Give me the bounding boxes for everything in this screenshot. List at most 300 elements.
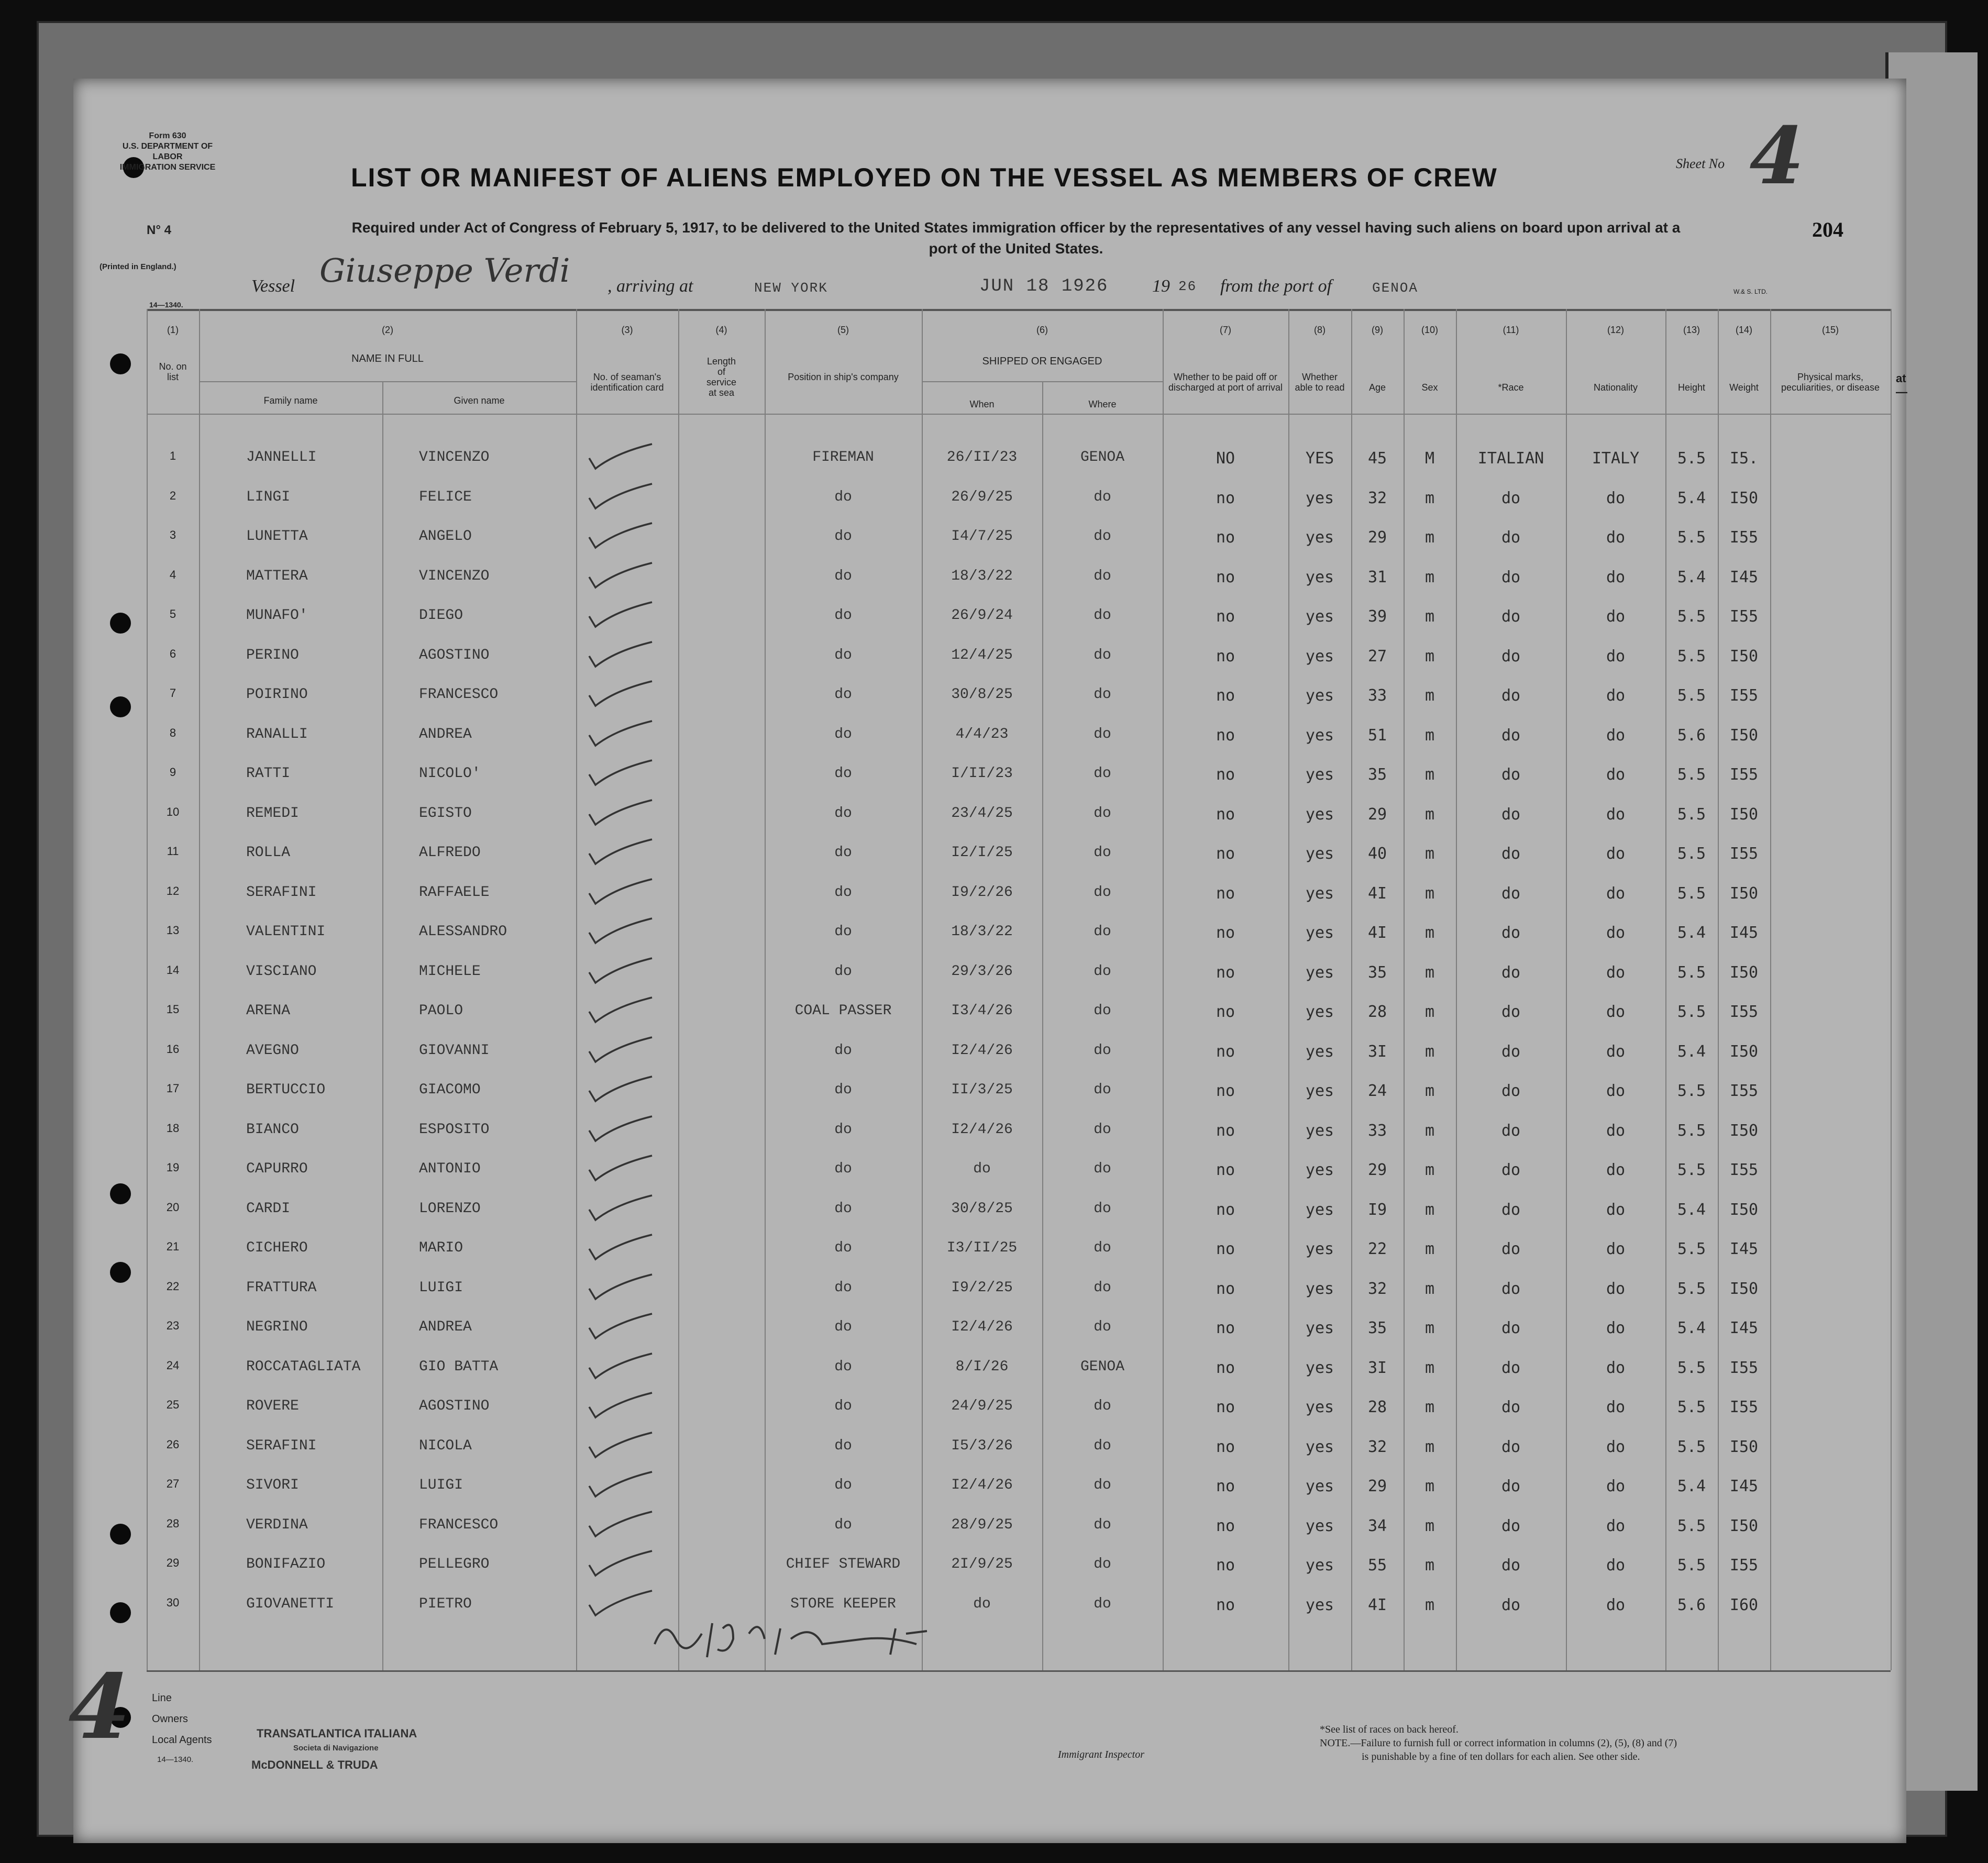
cell-family: MUNAFO' xyxy=(246,607,308,624)
cell-position: do xyxy=(834,489,852,505)
cell-where: do xyxy=(1094,1398,1111,1414)
cell-age: 35 xyxy=(1367,1319,1387,1337)
checkmark-icon xyxy=(584,835,662,867)
cell-when: I4/7/25 xyxy=(951,528,1013,545)
cell-when: 26/II/23 xyxy=(946,449,1018,465)
cell-age: 4I xyxy=(1367,884,1387,903)
inspector-signature xyxy=(644,1607,937,1670)
checkmark-icon xyxy=(584,717,662,748)
cell-no: 7 xyxy=(169,686,176,700)
cell-nationality: do xyxy=(1606,686,1626,705)
cell-race: do xyxy=(1501,766,1521,784)
cell-race: do xyxy=(1501,568,1521,586)
cell-weight: I55 xyxy=(1729,1003,1759,1021)
cell-nationality: ITALY xyxy=(1592,449,1640,468)
cell-read: yes xyxy=(1305,1121,1334,1140)
cell-height: 5.5 xyxy=(1677,884,1706,903)
cell-paid: no xyxy=(1216,1595,1235,1614)
cell-age: 33 xyxy=(1367,686,1387,705)
cell-paid: no xyxy=(1216,528,1235,547)
cell-height: 5.5 xyxy=(1677,805,1706,824)
cell-paid: no xyxy=(1216,1042,1235,1061)
cell-no: 6 xyxy=(169,647,176,660)
cell-where: do xyxy=(1094,805,1111,822)
cell-nationality: do xyxy=(1606,1437,1626,1456)
cell-position: do xyxy=(834,1042,852,1059)
cell-position: do xyxy=(834,1398,852,1414)
cell-paid: no xyxy=(1216,647,1235,666)
cell-read: yes xyxy=(1305,489,1334,507)
checkmark-icon xyxy=(584,756,662,788)
cell-height: 5.5 xyxy=(1677,686,1706,705)
cell-position: do xyxy=(834,1319,852,1335)
cell-height: 5.5 xyxy=(1677,845,1706,863)
cell-height: 5.6 xyxy=(1677,726,1706,745)
cell-race: do xyxy=(1501,726,1521,745)
head-weight: Weight xyxy=(1729,382,1759,393)
cell-race: do xyxy=(1501,607,1521,626)
head-no-on-list: No. on list xyxy=(159,361,187,382)
cell-position: COAL PASSER xyxy=(794,1003,892,1019)
cell-paid: no xyxy=(1216,1477,1235,1495)
cell-where: do xyxy=(1094,1516,1111,1533)
cell-sex: m xyxy=(1424,1161,1435,1179)
cell-given: AGOSTINO xyxy=(419,647,490,663)
cell-race: do xyxy=(1501,1279,1521,1298)
cell-when: I9/2/26 xyxy=(951,884,1013,901)
cell-weight: I50 xyxy=(1729,1437,1759,1456)
cell-when: 30/8/25 xyxy=(951,686,1013,703)
cell-race: do xyxy=(1501,1082,1521,1100)
cell-when: 2I/9/25 xyxy=(951,1556,1013,1572)
year-prefix: 19 xyxy=(1152,276,1170,296)
cell-position: do xyxy=(834,963,852,980)
cell-weight: I55 xyxy=(1729,607,1759,626)
cell-race: do xyxy=(1501,1437,1521,1456)
cell-position: do xyxy=(834,1240,852,1256)
cell-sex: m xyxy=(1424,884,1435,903)
cell-race: do xyxy=(1501,528,1521,547)
cell-height: 5.4 xyxy=(1677,1042,1706,1061)
cell-race: do xyxy=(1501,1556,1521,1574)
cell-no: 19 xyxy=(166,1161,180,1174)
cell-age: 33 xyxy=(1367,1121,1387,1140)
cell-family: POIRINO xyxy=(246,686,308,703)
cell-nationality: do xyxy=(1606,1200,1626,1219)
table-row xyxy=(73,559,1906,595)
cell-paid: no xyxy=(1216,805,1235,824)
table-row xyxy=(73,1310,1906,1346)
cell-when: 26/9/25 xyxy=(951,489,1013,505)
cell-family: ARENA xyxy=(246,1003,291,1019)
cell-paid: no xyxy=(1216,686,1235,705)
cell-no: 1 xyxy=(169,449,176,462)
footer-print-code: 14—1340. xyxy=(157,1755,194,1764)
cell-height: 5.5 xyxy=(1677,1358,1706,1377)
cell-nationality: do xyxy=(1606,1121,1626,1140)
checkmark-icon xyxy=(584,1270,662,1302)
cell-read: yes xyxy=(1305,528,1334,547)
cell-given: VINCENZO xyxy=(419,568,490,584)
cell-when: 8/I/26 xyxy=(955,1358,1009,1375)
cell-family: ROVERE xyxy=(246,1398,299,1414)
cell-when: 18/3/22 xyxy=(951,568,1013,584)
cell-sex: m xyxy=(1424,845,1435,863)
table-row xyxy=(73,1468,1906,1504)
cell-family: BONIFAZIO xyxy=(246,1556,326,1572)
cell-height: 5.5 xyxy=(1677,1003,1706,1021)
cell-age: 29 xyxy=(1367,528,1387,547)
cell-when: I/II/23 xyxy=(951,766,1013,782)
cell-given: ANDREA xyxy=(419,726,472,742)
cell-read: yes xyxy=(1305,805,1334,824)
cell-no: 5 xyxy=(169,607,176,620)
cell-height: 5.4 xyxy=(1677,924,1706,942)
cell-when: I2/4/26 xyxy=(951,1319,1013,1335)
cell-nationality: do xyxy=(1606,1161,1626,1179)
footer-line-label: Line xyxy=(152,1692,172,1704)
cell-where: do xyxy=(1094,568,1111,584)
cell-position: FIREMAN xyxy=(812,449,874,465)
cell-no: 8 xyxy=(169,726,176,739)
cell-nationality: do xyxy=(1606,568,1626,586)
colnum-5: (5) xyxy=(837,325,849,335)
page-number: 204 xyxy=(1812,218,1843,241)
cell-family: BERTUCCIO xyxy=(246,1082,326,1098)
cell-read: yes xyxy=(1305,1437,1334,1456)
head-position: Position in ship's company xyxy=(788,372,899,382)
colnum-9: (9) xyxy=(1372,325,1383,335)
cell-sex: m xyxy=(1424,1042,1435,1061)
table-row xyxy=(73,440,1906,476)
cell-nationality: do xyxy=(1606,1082,1626,1100)
cell-race: do xyxy=(1501,1240,1521,1258)
footer-owners-value: Societa di Navigazione xyxy=(293,1744,379,1753)
cell-age: 45 xyxy=(1367,449,1387,468)
cell-race: do xyxy=(1501,1121,1521,1140)
cell-where: do xyxy=(1094,1279,1111,1296)
cell-weight: I60 xyxy=(1729,1595,1759,1614)
cell-paid: no xyxy=(1216,1279,1235,1298)
checkmark-icon xyxy=(584,1033,662,1064)
cell-position: do xyxy=(834,1477,852,1493)
cell-race: do xyxy=(1501,1358,1521,1377)
cell-position: do xyxy=(834,1437,852,1454)
cell-position: do xyxy=(834,1200,852,1217)
cell-family: CARDI xyxy=(246,1200,291,1217)
cell-nationality: do xyxy=(1606,884,1626,903)
cell-height: 5.4 xyxy=(1677,568,1706,586)
inspector-label: Immigrant Inspector xyxy=(1058,1749,1144,1760)
cell-sex: m xyxy=(1424,1437,1435,1456)
cell-read: yes xyxy=(1305,1358,1334,1377)
cell-sex: m xyxy=(1424,1121,1435,1140)
cell-position: do xyxy=(834,1516,852,1533)
cell-nationality: do xyxy=(1606,924,1626,942)
checkmark-icon xyxy=(584,1230,662,1262)
cell-read: yes xyxy=(1305,647,1334,666)
cell-paid: no xyxy=(1216,1319,1235,1337)
footer-owners-label: Owners xyxy=(152,1713,188,1725)
cell-where: do xyxy=(1094,766,1111,782)
checkmark-icon xyxy=(584,1547,662,1578)
cell-read: yes xyxy=(1305,1042,1334,1061)
checkmark-icon xyxy=(584,954,662,985)
cell-read: yes xyxy=(1305,686,1334,705)
cell-sex: m xyxy=(1424,1556,1435,1574)
cell-when: 29/3/26 xyxy=(951,963,1013,980)
cell-race: do xyxy=(1501,1398,1521,1416)
cell-given: FRANCESCO xyxy=(419,686,499,703)
binder-hole xyxy=(110,353,131,374)
cell-read: yes xyxy=(1305,1477,1334,1495)
colnum-11: (11) xyxy=(1503,325,1519,335)
cell-sex: m xyxy=(1424,1003,1435,1021)
head-age: Age xyxy=(1368,382,1386,393)
cell-sex: m xyxy=(1424,489,1435,507)
cell-weight: I55 xyxy=(1729,686,1759,705)
cell-sex: m xyxy=(1424,726,1435,745)
cell-read: yes xyxy=(1305,924,1334,942)
cell-nationality: do xyxy=(1606,1003,1626,1021)
cell-age: 35 xyxy=(1367,766,1387,784)
cell-sex: m xyxy=(1424,607,1435,626)
cell-sex: m xyxy=(1424,1082,1435,1100)
colnum-10: (10) xyxy=(1421,325,1438,335)
cell-nationality: do xyxy=(1606,1516,1626,1535)
cell-where: do xyxy=(1094,845,1111,861)
colnum-4: (4) xyxy=(715,325,727,335)
checkmark-icon xyxy=(584,914,662,946)
cell-given: ANTONIO xyxy=(419,1161,481,1177)
cell-given: ANGELO xyxy=(419,528,472,545)
cell-height: 5.4 xyxy=(1677,1200,1706,1219)
cell-where: do xyxy=(1094,489,1111,505)
cell-race: do xyxy=(1501,1003,1521,1021)
cell-weight: I55 xyxy=(1729,845,1759,863)
cell-sex: m xyxy=(1424,805,1435,824)
checkmark-icon xyxy=(584,559,662,590)
cell-weight: I55 xyxy=(1729,1358,1759,1377)
cell-weight: I50 xyxy=(1729,884,1759,903)
checkmark-icon xyxy=(584,1507,662,1539)
name-subhead-rule xyxy=(199,381,576,382)
cell-read: yes xyxy=(1305,1279,1334,1298)
cell-weight: I45 xyxy=(1729,924,1759,942)
cell-where: do xyxy=(1094,963,1111,980)
cell-nationality: do xyxy=(1606,1556,1626,1574)
cell-sex: m xyxy=(1424,1279,1435,1298)
cell-read: yes xyxy=(1305,884,1334,903)
form-header-block xyxy=(115,131,220,173)
cell-weight: I50 xyxy=(1729,805,1759,824)
colnum-1: (1) xyxy=(167,325,179,335)
table-row xyxy=(73,717,1906,753)
cell-paid: no xyxy=(1216,489,1235,507)
cell-where: do xyxy=(1094,726,1111,742)
cell-family: JANNELLI xyxy=(246,449,317,465)
table-row xyxy=(73,1349,1906,1386)
cell-when: 23/4/25 xyxy=(951,805,1013,822)
cell-family: CAPURRO xyxy=(246,1161,308,1177)
checkmark-icon xyxy=(584,993,662,1025)
cell-paid: no xyxy=(1216,1003,1235,1021)
footer-big-number: 4 xyxy=(57,1655,141,1759)
cell-nationality: do xyxy=(1606,1042,1626,1061)
cell-height: 5.5 xyxy=(1677,1240,1706,1258)
cell-read: yes xyxy=(1305,1595,1334,1614)
cell-sex: m xyxy=(1424,1595,1435,1614)
table-top-rule xyxy=(147,309,1891,311)
head-able-read: Whether able to read xyxy=(1295,372,1345,393)
service: IMMIGRATION SERVICE xyxy=(119,163,216,172)
cell-height: 5.5 xyxy=(1677,1121,1706,1140)
cell-race: do xyxy=(1501,924,1521,942)
sheet-label: Sheet No xyxy=(1676,156,1725,171)
cell-race: do xyxy=(1501,647,1521,666)
cell-height: 5.5 xyxy=(1677,1556,1706,1574)
printed-in: (Printed in England.) xyxy=(100,262,176,271)
head-where: Where xyxy=(1088,399,1117,409)
cell-sex: m xyxy=(1424,1398,1435,1416)
cell-no: 18 xyxy=(166,1121,180,1135)
colnum-13: (13) xyxy=(1683,325,1700,335)
cell-where: do xyxy=(1094,924,1111,940)
checkmark-icon xyxy=(584,1428,662,1460)
cell-given: FELICE xyxy=(419,489,472,505)
head-when: When xyxy=(969,399,995,409)
checkmark-icon xyxy=(584,1310,662,1341)
cell-age: 3I xyxy=(1367,1042,1387,1061)
cell-no: 13 xyxy=(166,924,180,937)
cell-when: do xyxy=(973,1161,991,1177)
cell-weight: I45 xyxy=(1729,1319,1759,1337)
cell-position: do xyxy=(834,686,852,703)
cell-nationality: do xyxy=(1606,1398,1626,1416)
cell-when: do xyxy=(973,1595,991,1612)
cell-no: 28 xyxy=(166,1516,180,1530)
checkmark-icon xyxy=(584,480,662,511)
cell-age: 31 xyxy=(1367,568,1387,586)
cell-read: yes xyxy=(1305,845,1334,863)
table-row xyxy=(73,1151,1906,1188)
checkmark-icon xyxy=(584,677,662,708)
cell-position: do xyxy=(834,1082,852,1098)
cell-given: PIETRO xyxy=(419,1595,472,1612)
cell-no: 24 xyxy=(166,1358,180,1372)
cell-height: 5.6 xyxy=(1677,1595,1706,1614)
cell-paid: no xyxy=(1216,963,1235,982)
checkmark-icon xyxy=(584,519,662,550)
cell-when: 12/4/25 xyxy=(951,647,1013,663)
subtitle-line1: Required under Act of Congress of February 5, 1917, to be delivered to the United States immigration officer by the representatives of any vessel having such aliens on board upon arrival at a xyxy=(351,219,1681,236)
cell-height: 5.5 xyxy=(1677,1516,1706,1535)
cell-weight: I50 xyxy=(1729,1279,1759,1298)
head-height: Height xyxy=(1677,382,1706,393)
cell-position: do xyxy=(834,568,852,584)
cell-where: do xyxy=(1094,1240,1111,1256)
cell-when: I9/2/25 xyxy=(951,1279,1013,1296)
cell-when: I3/II/25 xyxy=(946,1240,1018,1256)
cell-no: 25 xyxy=(166,1398,180,1411)
cell-family: SERAFINI xyxy=(246,1437,317,1454)
cell-family: RANALLI xyxy=(246,726,308,742)
head-paid-off: Whether to be paid off or discharged at port of arrival xyxy=(1168,372,1283,393)
cell-family: ROCCATAGLIATA xyxy=(246,1358,361,1375)
arriving-label: , arriving at xyxy=(608,276,693,296)
cell-paid: no xyxy=(1216,884,1235,903)
cell-age: 32 xyxy=(1367,489,1387,507)
cell-given: NICOLA xyxy=(419,1437,472,1454)
cell-age: I9 xyxy=(1367,1200,1387,1219)
cell-height: 5.5 xyxy=(1677,528,1706,547)
cell-no: 23 xyxy=(166,1319,180,1332)
cell-age: 28 xyxy=(1367,1003,1387,1021)
cell-weight: I55 xyxy=(1729,1161,1759,1179)
cell-sex: M xyxy=(1424,449,1435,468)
table-row xyxy=(73,638,1906,674)
form-number: Form 630 xyxy=(149,131,186,140)
head-family-name: Family name xyxy=(263,395,318,406)
note-penalty: NOTE.—Failure to furnish full or correct information in columns (2), (5), (8) and (7) xyxy=(1320,1737,1677,1749)
cell-given: ESPOSITO xyxy=(419,1121,490,1138)
colnum-8: (8) xyxy=(1314,325,1326,335)
cell-read: yes xyxy=(1305,766,1334,784)
cell-race: do xyxy=(1501,1477,1521,1495)
cell-paid: no xyxy=(1216,1358,1235,1377)
checkmark-icon xyxy=(584,598,662,629)
cell-where: do xyxy=(1094,1477,1111,1493)
cell-weight: I5. xyxy=(1729,449,1759,468)
cell-race: do xyxy=(1501,686,1521,705)
head-given-name: Given name xyxy=(454,395,505,406)
cell-age: 34 xyxy=(1367,1516,1387,1535)
sheet-number: 4 xyxy=(1739,110,1814,202)
sheet-code: N° 4 xyxy=(147,223,171,237)
table-row xyxy=(73,796,1906,833)
cell-no: 27 xyxy=(166,1477,180,1490)
cell-height: 5.4 xyxy=(1677,1477,1706,1495)
cell-sex: m xyxy=(1424,528,1435,547)
cell-given: MICHELE xyxy=(419,963,481,980)
cell-no: 30 xyxy=(166,1595,180,1609)
cell-position: do xyxy=(834,1279,852,1296)
cell-when: 4/4/23 xyxy=(955,726,1009,742)
cell-no: 2 xyxy=(169,489,176,502)
cell-given: GIO BATTA xyxy=(419,1358,499,1375)
cell-position: STORE KEEPER xyxy=(790,1595,896,1612)
cell-paid: no xyxy=(1216,607,1235,626)
cell-position: do xyxy=(834,884,852,901)
cell-age: 39 xyxy=(1367,607,1387,626)
table-row xyxy=(73,1547,1906,1583)
cell-nationality: do xyxy=(1606,1595,1626,1614)
cell-paid: no xyxy=(1216,1200,1235,1219)
cell-sex: m xyxy=(1424,568,1435,586)
cell-where: do xyxy=(1094,1161,1111,1177)
page-title: LIST OR MANIFEST OF ALIENS EMPLOYED ON THE VESSEL AS MEMBERS OF CREW xyxy=(351,163,1498,192)
cell-where: do xyxy=(1094,1082,1111,1098)
cell-family: CICHERO xyxy=(246,1240,308,1256)
table-bottom-rule xyxy=(147,1670,1891,1672)
cell-position: do xyxy=(834,726,852,742)
cell-sex: m xyxy=(1424,1358,1435,1377)
colnum-3: (3) xyxy=(621,325,633,335)
cell-read: yes xyxy=(1305,1556,1334,1574)
cell-given: EGISTO xyxy=(419,805,472,822)
cell-nationality: do xyxy=(1606,1240,1626,1258)
vessel-name: Giuseppe Verdi xyxy=(319,251,570,290)
